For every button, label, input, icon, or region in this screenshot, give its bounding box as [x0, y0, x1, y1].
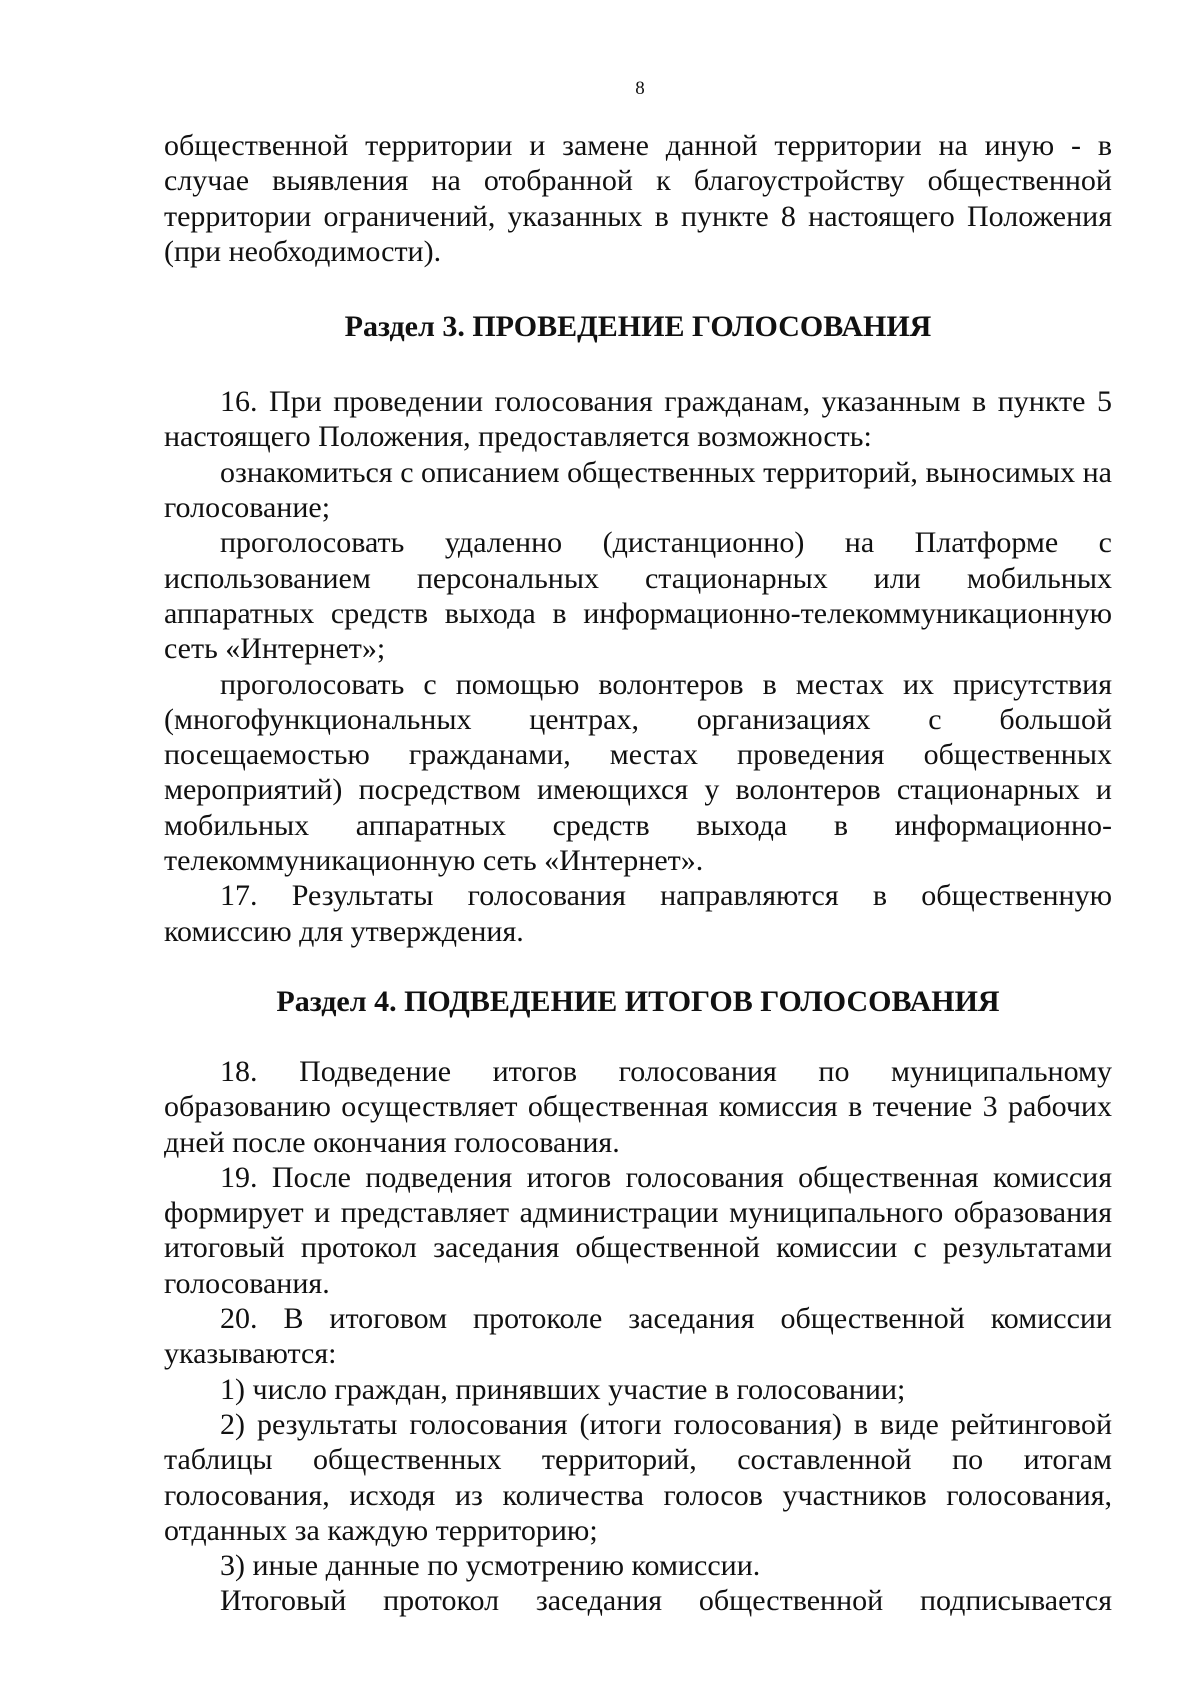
paragraph-16-option-volunteer-vote: проголосовать с помощью волонтеров в местах их присутствия (многофункциональных центрах, организациях с большой посещаемостью гражданами, местах проведения общественных мероприятий) посредством имеющихся у волонтеров стационарных и мобильных аппаратных средств выхода в информационно-телекоммуникационную сеть «Интернет».: [164, 667, 1112, 878]
paragraph-20-item-3: 3) иные данные по усмотрению комиссии.: [220, 1549, 761, 1583]
paragraph-20-item-1: 1) число граждан, принявших участие в голосовании;: [220, 1372, 906, 1406]
section-3-title: Раздел 3. ПРОВЕДЕНИЕ ГОЛОСОВАНИЯ: [344, 310, 932, 344]
final-protocol-paragraph: Итоговый протокол заседания общественной подписывается: [220, 1584, 1112, 1618]
paragraph-20: 20. В итоговом протоколе заседания общественной комиссии указываются:: [164, 1302, 1112, 1371]
section-4-title: Раздел 4. ПОДВЕДЕНИЕ ИТОГОВ ГОЛОСОВАНИЯ: [276, 984, 1000, 1018]
page-number: 8: [635, 78, 645, 99]
paragraph-18: 18. Подведение итогов голосования по муниципальному образованию осуществляет общественная комиссия в течение 3 рабочих дней после окончания голосования.: [164, 1054, 1112, 1159]
paragraph-19: 19. После подведения итогов голосования общественная комиссия формирует и представляет администрации муниципального образования итоговый протокол заседания общественной комиссии с результатами голосования.: [164, 1160, 1112, 1300]
paragraph-16-option-remote-vote: проголосовать удаленно (дистанционно) на Платформе с использованием персональных стационарных или мобильных аппаратных средств выхода в информационно-телекоммуникационную сеть «Интернет»;: [164, 526, 1112, 666]
paragraph-16: 16. При проведении голосования гражданам, указанным в пункте 5 настоящего Положения, предоставляется возможность:: [164, 385, 1112, 454]
paragraph-17: 17. Результаты голосования направляются в общественную комиссию для утверждения.: [164, 879, 1112, 948]
paragraph-16-option-familiarize: ознакомиться с описанием общественных территорий, выносимых на голосование;: [164, 455, 1112, 525]
document-body: [164, 128, 1112, 1619]
paragraph-20-item-2: 2) результаты голосования (итоги голосования) в виде рейтинговой таблицы общественных территорий, составленной по итогам голосования, исходя из количества голосов участников голосования, отданных за каждую территорию;: [164, 1407, 1112, 1547]
intro-paragraph: общественной территории и замене данной территории на иную - в случае выявления на отобранной к благоустройству общественной территории ограничений, указанных в пункте 8 настоящего Положения (при необходимости).: [164, 129, 1112, 268]
